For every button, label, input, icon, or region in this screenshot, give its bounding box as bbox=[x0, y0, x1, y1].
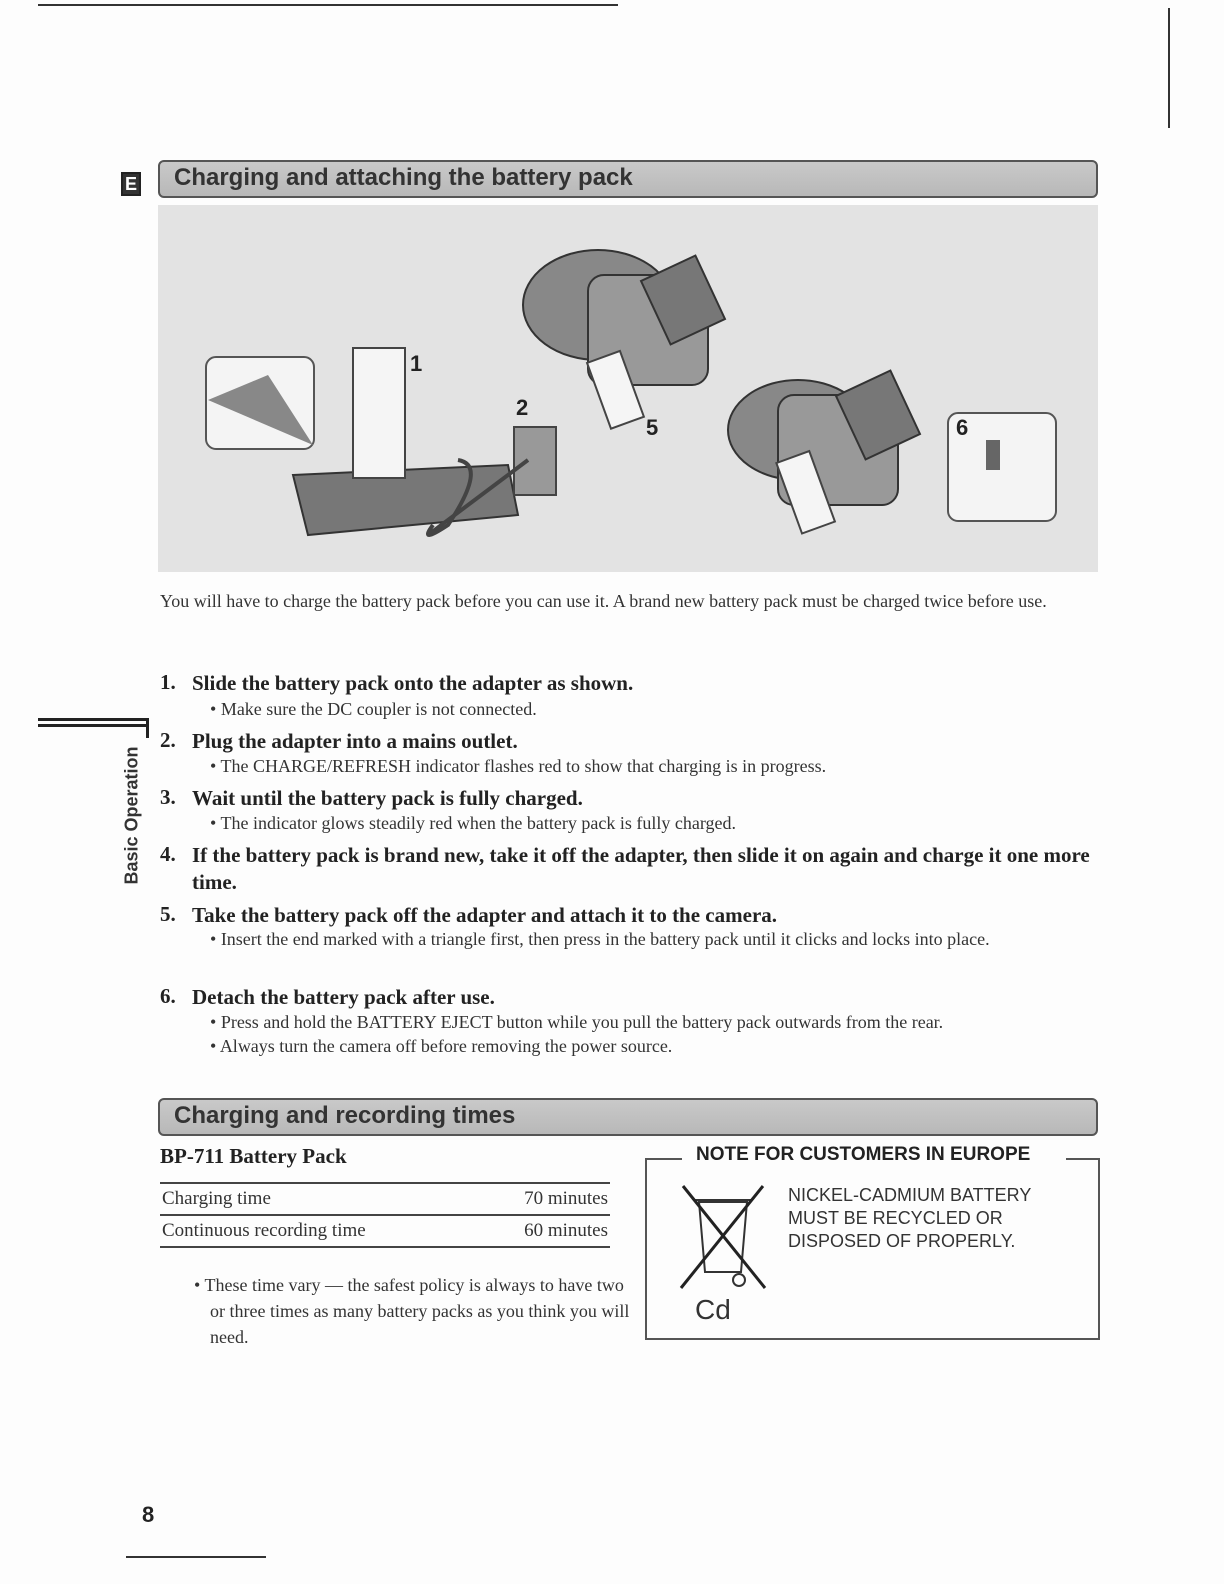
step-4 bbox=[160, 842, 1100, 896]
battery-pack-title: BP-711 Battery Pack bbox=[160, 1144, 347, 1168]
crossed-bin-icon bbox=[677, 1180, 769, 1292]
step-bullet: • The CHARGE/REFRESH indicator flashes red to show that charging is in progress. bbox=[210, 753, 1106, 779]
figure-label-5: 5 bbox=[646, 415, 659, 440]
step-text: Slide the battery pack onto the adapter as shown. bbox=[192, 671, 634, 695]
step-text: Take the battery pack off the adapter and attach it to the camera. bbox=[192, 903, 778, 927]
step-number: 6. bbox=[160, 984, 176, 1008]
step-bullet: • Press and hold the BATTERY EJECT button while you pull the battery pack outwards from the rear. bbox=[210, 1009, 1106, 1035]
figure-label-6: 6 bbox=[956, 415, 969, 440]
step-5 bbox=[160, 902, 1100, 929]
section-title: Charging and attaching the battery pack bbox=[174, 164, 633, 191]
times-table bbox=[160, 1182, 610, 1248]
step-6 bbox=[160, 984, 1100, 1011]
table-cell: 60 minutes bbox=[476, 1215, 610, 1247]
intro-text: You will have to charge the battery pack before you can use it. A brand new battery pack must be charged twice before use. bbox=[160, 591, 1047, 611]
europe-note-text: NICKEL-CADMIUM BATTERY MUST BE RECYCLED OR DISPOSED OF PROPERLY. bbox=[788, 1185, 1032, 1251]
figure-label-1: 1 bbox=[410, 351, 423, 376]
step-number: 2. bbox=[160, 728, 176, 752]
step-text: Plug the adapter into a mains outlet. bbox=[192, 729, 518, 753]
side-rule bbox=[38, 718, 148, 721]
side-rule bbox=[38, 724, 148, 727]
step-bullet: • Make sure the DC coupler is not connected. bbox=[210, 696, 1106, 722]
illustration bbox=[158, 205, 1098, 572]
step-text: Detach the battery pack after use. bbox=[192, 985, 495, 1009]
table-row bbox=[160, 1183, 610, 1215]
bottom-rule bbox=[126, 1556, 266, 1558]
section-title: Charging and recording times bbox=[174, 1102, 516, 1129]
cd-label: Cd bbox=[695, 1294, 731, 1325]
table-cell: 70 minutes bbox=[476, 1183, 610, 1215]
side-tab-label: Basic Operation bbox=[121, 746, 142, 885]
step-bullet: • Always turn the camera off before removing the power source. bbox=[210, 1033, 1106, 1059]
step-text: Wait until the battery pack is fully charged. bbox=[192, 786, 583, 810]
step-number: 4. bbox=[160, 842, 176, 866]
step-3 bbox=[160, 785, 1100, 812]
section-header bbox=[158, 160, 1098, 198]
page-number: 8 bbox=[142, 1502, 155, 1527]
table-row bbox=[160, 1215, 610, 1247]
step-2 bbox=[160, 728, 1100, 755]
step-bullet: • The indicator glows steadily red when the battery pack is fully charged. bbox=[210, 810, 1106, 836]
step-number: 3. bbox=[160, 785, 176, 809]
europe-note-title: NOTE FOR CUSTOMERS IN EUROPE bbox=[692, 1144, 1034, 1166]
figure-label-2: 2 bbox=[516, 395, 529, 420]
step-number: 5. bbox=[160, 902, 176, 926]
section-header bbox=[158, 1098, 1098, 1136]
step-number: 1. bbox=[160, 670, 176, 694]
times-note: • These time vary — the safest policy is always to have two or three times as many battery packs as you think you will need. bbox=[194, 1272, 630, 1350]
table-cell: Charging time bbox=[160, 1183, 476, 1215]
step-bullet: • Insert the end marked with a triangle first, then press in the battery pack until it clicks and locks into place. bbox=[210, 926, 1106, 952]
side-rule bbox=[146, 718, 149, 738]
edge-rule bbox=[1168, 8, 1170, 128]
step-text: If the battery pack is brand new, take it off the adapter, then slide it on again and charge it one more time. bbox=[192, 843, 1090, 894]
language-tab: E bbox=[121, 172, 141, 196]
europe-note-box bbox=[645, 1144, 1100, 1340]
top-rule bbox=[38, 4, 618, 6]
table-cell: Continuous recording time bbox=[160, 1215, 476, 1247]
step-1 bbox=[160, 670, 1100, 697]
